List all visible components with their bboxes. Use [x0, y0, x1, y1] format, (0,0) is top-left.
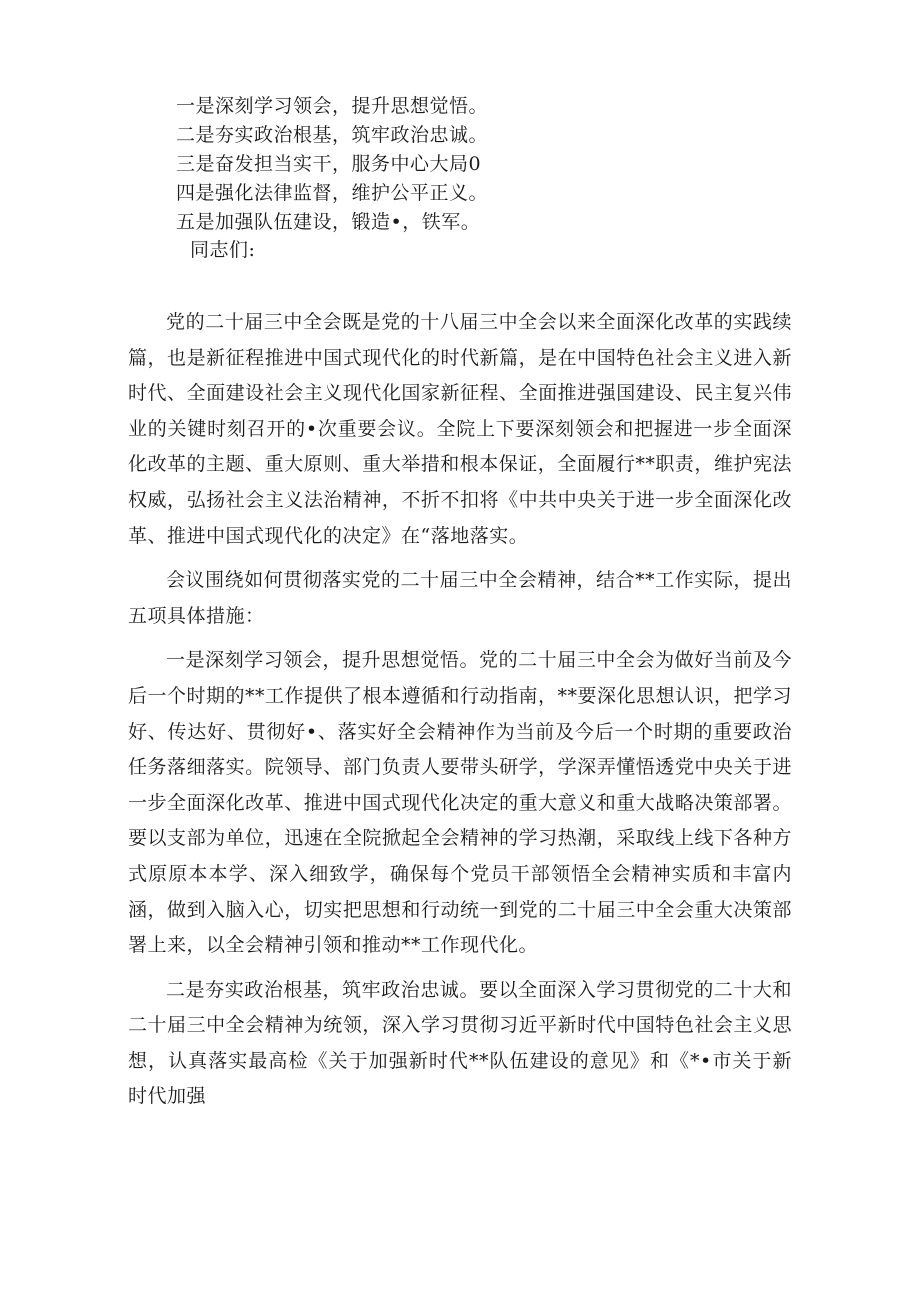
- outline-item-2: 二是夯实政治根基，筑牢政治忠诚。: [176, 124, 489, 146]
- paragraph-measure-1: 一是深刻学习领会，提升思想觉悟。党的二十届三中全会为做好当前及今后一个时期的**工作提供了根本遵循和行动指南，**要深化思想认识，把学习好、传达好、贯彻好•、落实好全会精神作为当前及今后一个时期的重要政治任务落细落实。院领导、部门负责人要带头研学，学深弄懂悟透党中央关于进一步全面深化改革、推进中国式现代化决定的重大意义和重大战略决策部署。要以支部为单位，迅速在全院掀起全会精神的学习热潮，采取线上线下各种方式原原本本学、深入细致学，确保每个党员干部领悟全会精神实质和丰富内涵，做到入脑入心，切实把思想和行动统一到党的二十届三中全会重大决策部署上来，以全会精神引领和推动**工作现代化。: [128, 649, 793, 957]
- measures-outline: [176, 92, 736, 263]
- paragraph-measure-2: 二是夯实政治根基，筑牢政治忠诚。要以全面深入学习贯彻党的二十大和二十届三中全会精神为统领，深入学习贯彻习近平新时代中国特色社会主义思想，认真落实最高检《关于加强新时代**队伍建设的意见》和《*•市关于新时代加强: [128, 978, 792, 1108]
- outline-item-5: 五是加强队伍建设，锻造•，铁军。: [176, 211, 481, 233]
- salutation: 同志们:: [190, 239, 256, 261]
- outline-item-3: 三是奋发担当实干，服务中心大局0: [176, 153, 482, 175]
- paragraph-meeting-measures: 会议围绕如何贯彻落实党的二十届三中全会精神，结合**工作实际，提出五项具体措施：: [128, 569, 792, 627]
- outline-item-4: 四是强化法律监督，维护公平正义。: [176, 182, 489, 204]
- outline-item-1: 一是深刻学习领会，提升思想觉悟。: [176, 95, 489, 117]
- body-text: [128, 305, 792, 1124]
- paragraph-plenum-significance: 党的二十届三中全会既是党的十八届三中全会以来全面深化改革的实践续篇，也是新征程推进中国式现代化的时代新篇，是在中国特色社会主义进入新时代、全面建设社会主义现代化国家新征程、全面推进强国建设、民主复兴伟业的关键时刻召开的•次重要会议。全院上下要深刻领会和把握进一步全面深化改革的主题、重大原则、重大举措和根本保证，全面履行**职责，维护宪法权威，弘扬社会主义法治精神，不折不扣将《中共中央关于进一步全面深化改革、推进中国式现代化的决定》在“落地落实。: [128, 311, 792, 547]
